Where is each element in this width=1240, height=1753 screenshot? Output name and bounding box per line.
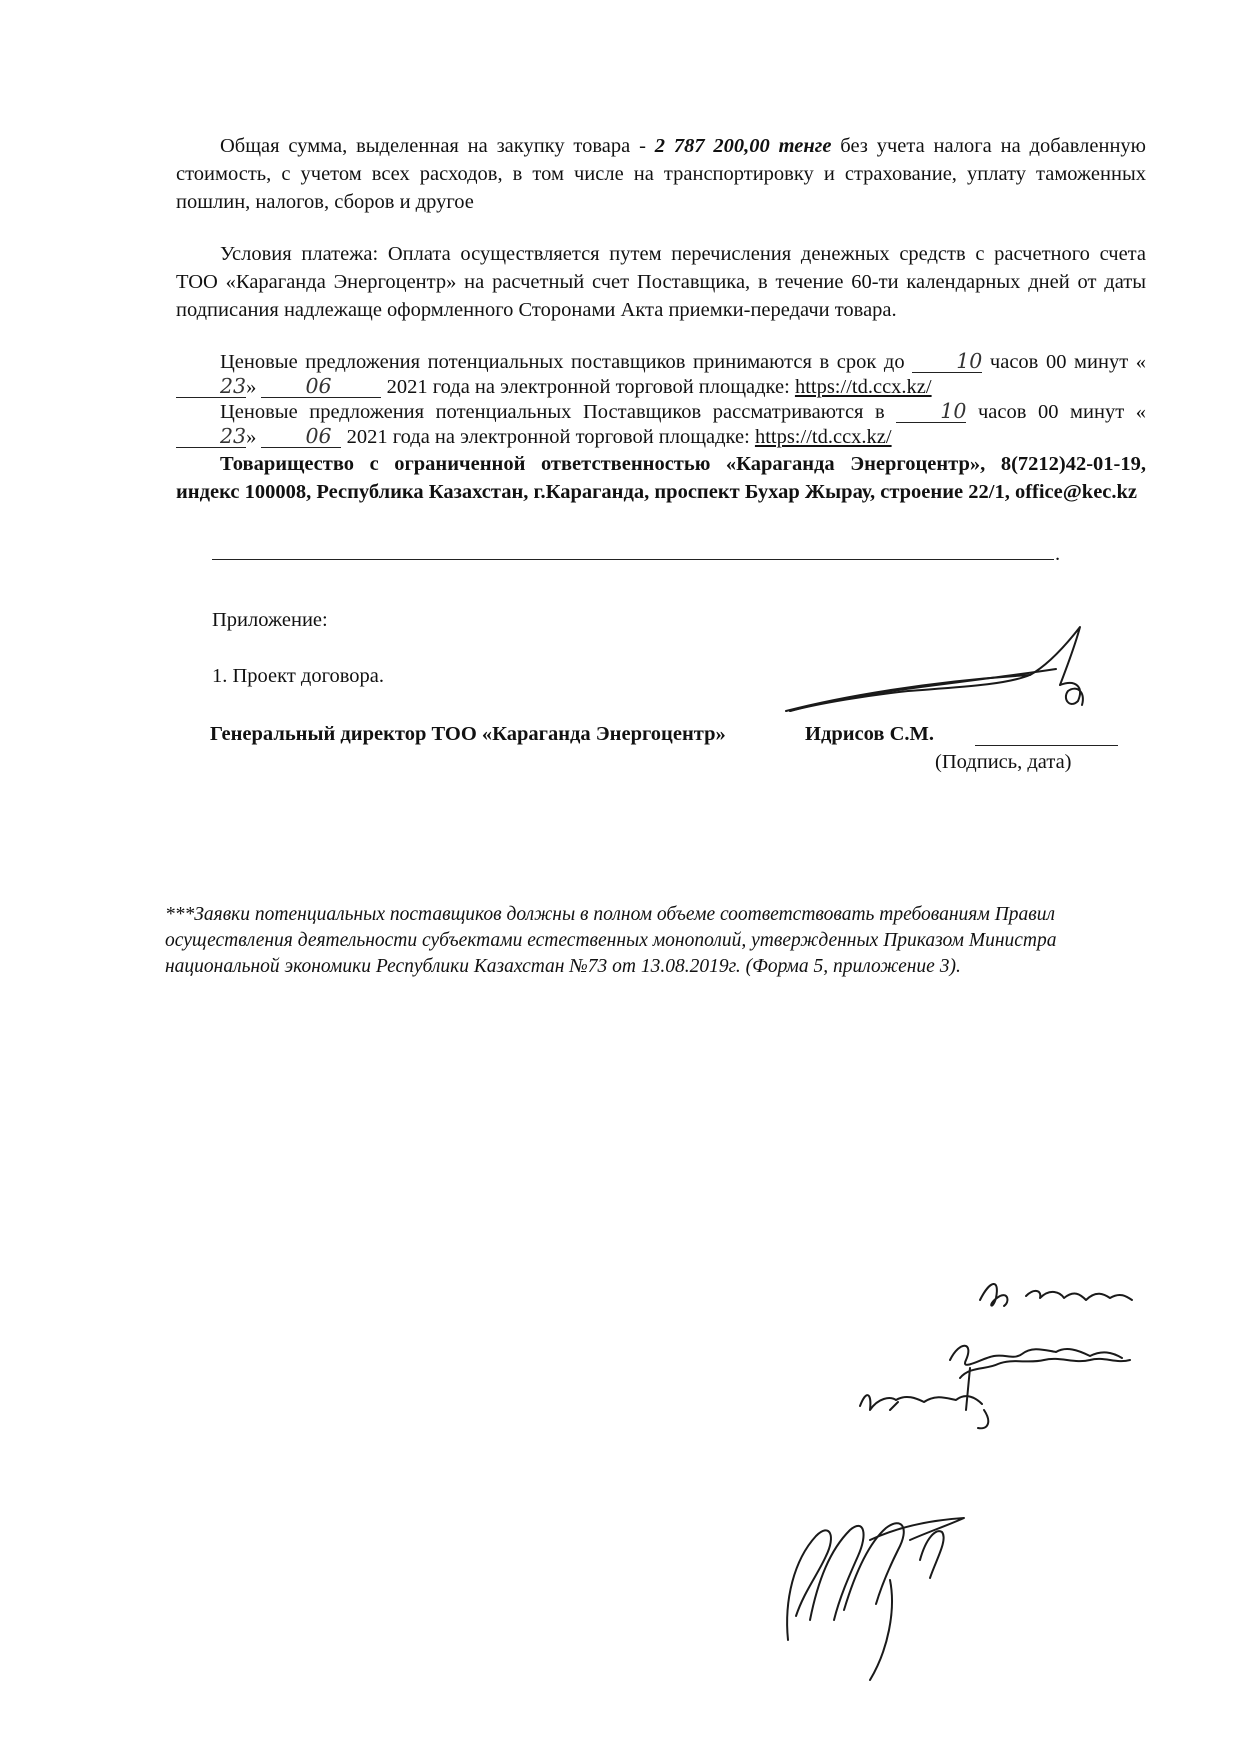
acceptance-deadline-paragraph — [176, 350, 1146, 400]
review-text-2: часов 00 минут « — [966, 401, 1146, 423]
acceptance-url-link[interactable]: https://td.ccx.kz/ — [794, 376, 932, 398]
signature-line — [975, 745, 1118, 746]
acceptance-text-3: » — [246, 376, 262, 398]
attachment-heading: Приложение: — [212, 609, 328, 631]
total-amount-paragraph — [176, 132, 1146, 216]
director-signature-scribble — [780, 625, 1110, 725]
approval-signatures-scribble — [760, 1260, 1180, 1700]
divider-period: . — [1055, 543, 1061, 565]
review-text-4: 2021 года на электронной торговой площадке: — [341, 426, 755, 448]
acceptance-month-handwritten: 06 — [261, 375, 381, 398]
acceptance-day-handwritten: 23 — [176, 375, 246, 398]
acceptance-hour-handwritten: 10 — [912, 350, 982, 373]
divider-line — [212, 559, 1054, 560]
review-hour-handwritten: 10 — [896, 400, 966, 423]
review-time-paragraph — [176, 400, 1146, 450]
requirements-note: ***Заявки потенциальных поставщиков должны в полном объеме соответствовать требованиям Правил осуществления деятельности субъектами естественных монополий, утвержденных Приказом Министра национальной экономики Республики Казахстан №73 от 13.08.2019г. (Форма 5, приложение 3). — [165, 904, 1057, 977]
acceptance-text-2: часов 00 минут « — [982, 351, 1147, 373]
total-amount-lead: Общая сумма, выделенная на закупку товара - — [220, 135, 655, 157]
signature-caption: (Подпись, дата) — [935, 751, 1072, 773]
signature-title: Генеральный директор ТОО «Караганда Энергоцентр» — [210, 723, 726, 745]
review-url-link[interactable]: https://td.ccx.kz/ — [754, 426, 892, 448]
review-month-handwritten: 06 — [261, 425, 341, 448]
organizer-details-paragraph: Товарищество с ограниченной ответственностью «Караганда Энергоцентр», 8(7212)42-01-19, индекс 100008, Республика Казахстан, г.Караганда, проспект Бухар Жырау, строение 22/1, office@kec.kz — [176, 453, 1146, 503]
acceptance-text-4: 2021 года на электронной торговой площадке: — [381, 376, 795, 398]
review-day-handwritten: 23 — [176, 425, 246, 448]
total-amount-rest: без учета налога на добавленную стоимость, с учетом всех расходов, в том числе на транспортировку и страхование, уплату таможенных пошлин, налогов, сборов и другое — [176, 135, 1146, 213]
signature-name: Идрисов С.М. — [805, 723, 934, 745]
attachment-item: 1. Проект договора. — [212, 665, 385, 687]
payment-terms-paragraph: Условия платежа: Оплата осуществляется путем перечисления денежных средств с расчетного счета ТОО «Караганда Энергоцентр» на расчетный счет Поставщика, в течение 60-ти календарных дней от даты подписания надлежаще оформленного Сторонами Акта приемки-передачи товара. — [176, 243, 1146, 321]
review-text-3: » — [246, 426, 262, 448]
total-amount-value: 2 787 200,00 тенге — [654, 135, 832, 157]
acceptance-text-1: Ценовые предложения потенциальных поставщиков принимаются в срок до — [220, 351, 913, 373]
review-text-1: Ценовые предложения потенциальных Поставщиков рассматриваются в — [220, 401, 897, 423]
